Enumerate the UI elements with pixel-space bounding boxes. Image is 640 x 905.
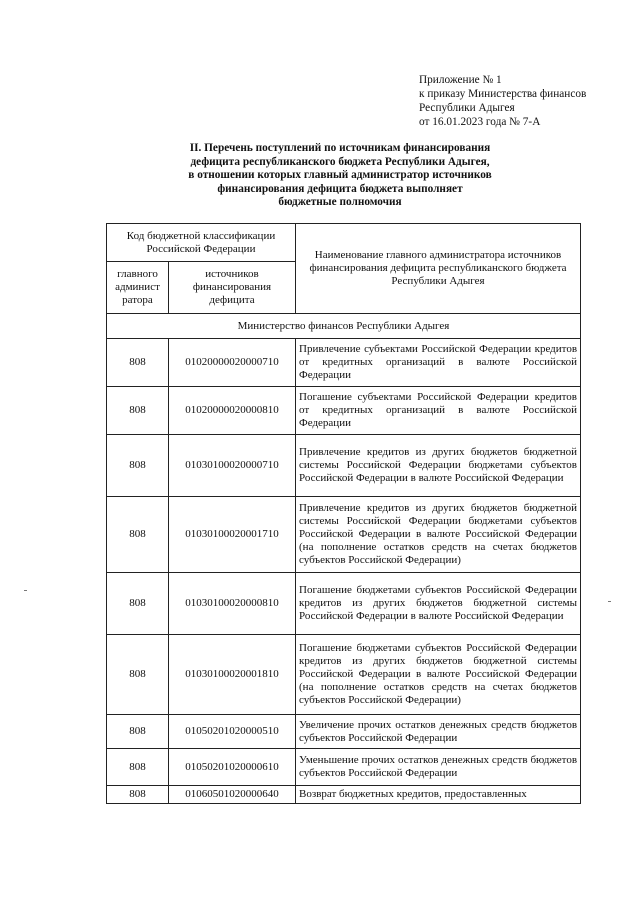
table-row bbox=[107, 786, 581, 804]
source-name: Погашение бюджетами субъектов Российской Федерации кредитов из других бюджетов бюджетной системы Российской Федерации в валюте Российской Федерации (на пополнение остатков средств на счетах бюджетов субъектов Российской Федерации) bbox=[296, 635, 581, 715]
source-name: Привлечение субъектами Российской Федерации кредитов от кредитных организаций в валюте Российской Федерации bbox=[296, 339, 581, 387]
source-name: Привлечение кредитов из других бюджетов бюджетной системы Российской Федерации бюджетами субъектов Российской Федерации в валюте Российской Федерации bbox=[296, 435, 581, 497]
admin-code: 808 bbox=[107, 435, 169, 497]
title-line: дефицита республиканского бюджета Республики Адыгея, bbox=[190, 155, 490, 168]
appendix-line: к приказу Министерства финансов bbox=[419, 88, 587, 100]
header-source: источников финансирования дефицита bbox=[169, 262, 296, 314]
table-row bbox=[107, 635, 581, 715]
title-line: финансирования дефицита бюджета выполняет bbox=[217, 182, 463, 195]
source-code: 01060501020000640 bbox=[169, 786, 296, 804]
admin-code: 808 bbox=[107, 573, 169, 635]
header-row bbox=[107, 224, 581, 262]
source-name: Возврат бюджетных кредитов, предоставленных bbox=[296, 786, 581, 804]
title-line: бюджетные полномочия bbox=[278, 196, 402, 209]
section-row bbox=[107, 314, 581, 339]
sources-table bbox=[106, 223, 581, 804]
admin-code: 808 bbox=[107, 786, 169, 804]
appendix-block bbox=[419, 73, 586, 129]
header-bk-code: Код бюджетной классификации Российской Федерации bbox=[107, 224, 296, 262]
source-name: Увеличение прочих остатков денежных средств бюджетов субъектов Российской Федерации bbox=[296, 715, 581, 749]
title-line: в отношении которых главный администратор источников bbox=[188, 169, 492, 182]
admin-code: 808 bbox=[107, 339, 169, 387]
table-row bbox=[107, 573, 581, 635]
admin-code: 808 bbox=[107, 635, 169, 715]
source-code: 01030100020001710 bbox=[169, 497, 296, 573]
admin-code: 808 bbox=[107, 497, 169, 573]
table-row bbox=[107, 387, 581, 435]
section-title: Министерство финансов Республики Адыгея bbox=[107, 314, 581, 339]
appendix-line: Приложение № 1 bbox=[419, 74, 502, 86]
header-admin: главного админист ратора bbox=[107, 262, 169, 314]
admin-code: 808 bbox=[107, 387, 169, 435]
title-line: II. Перечень поступлений по источникам финансирования bbox=[189, 142, 491, 154]
table-row bbox=[107, 715, 581, 749]
source-name: Погашение субъектами Российской Федерации кредитов от кредитных организаций в валюте Российской Федерации bbox=[296, 387, 581, 435]
source-code: 01030100020001810 bbox=[169, 635, 296, 715]
source-code: 01020000020000710 bbox=[169, 339, 296, 387]
source-code: 01020000020000810 bbox=[169, 387, 296, 435]
table-row bbox=[107, 339, 581, 387]
appendix-line: Республики Адыгея bbox=[419, 102, 515, 114]
scan-speck bbox=[24, 590, 27, 591]
appendix-line: от 16.01.2023 года № 7-А bbox=[419, 116, 541, 128]
source-code: 01050201020000610 bbox=[169, 749, 296, 786]
table-row bbox=[107, 435, 581, 497]
source-name: Погашение бюджетами субъектов Российской Федерации кредитов из других бюджетов бюджетной системы Российской Федерации в валюте Российской Федерации bbox=[296, 573, 581, 635]
source-name: Привлечение кредитов из других бюджетов бюджетной системы Российской Федерации бюджетами субъектов Российской Федерации в валюте Российской Федерации (на пополнение остатков средств на счетах бюджетов субъектов Российской Федерации) bbox=[296, 497, 581, 573]
document-title bbox=[140, 142, 540, 210]
admin-code: 808 bbox=[107, 749, 169, 786]
table-row bbox=[107, 497, 581, 573]
admin-code: 808 bbox=[107, 715, 169, 749]
scan-speck bbox=[608, 601, 611, 602]
header-name: Наименование главного администратора источников финансирования дефицита республиканского бюджета Республики Адыгея bbox=[296, 224, 581, 314]
source-code: 01030100020000810 bbox=[169, 573, 296, 635]
source-name: Уменьшение прочих остатков денежных средств бюджетов субъектов Российской Федерации bbox=[296, 749, 581, 786]
table-row bbox=[107, 749, 581, 786]
source-code: 01030100020000710 bbox=[169, 435, 296, 497]
source-code: 01050201020000510 bbox=[169, 715, 296, 749]
